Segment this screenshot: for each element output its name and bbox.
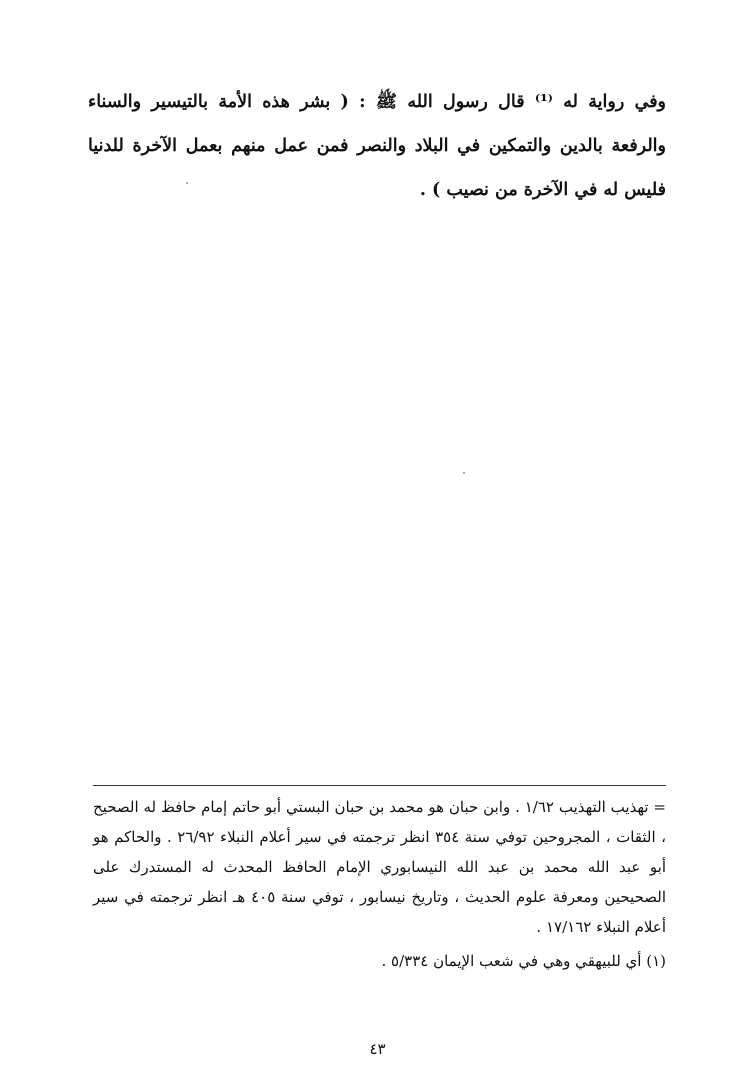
footnote-1: (١) أي للبيهقي وهي في شعب الإيمان ٥/٣٣٤ . [381,952,666,970]
page-number: ٤٣ [369,1040,386,1058]
scan-speck [463,472,465,474]
scan-speck [186,182,188,184]
footnote-continuation: = تهذيب التهذيب ١/٦٢ . وابن حبان هو محمد بن حبان البستي أبو حاتم إمام حافظ له الصحيح ، الثقات ، المجروحين توفي سنة ٣٥٤ انظر ترجمته في سير أعلام النبلاء ٢٦/٩٢ . والحاكم هو أبو عبد الله محمد بن عبد الله النيسابوري الإمام الحافظ المحدث له المستدرك على الصحيحين ومعرفة علوم الحديث ، وتاريخ نيسابور ، توفي سنة ٤٠٥ هـ انظر ترجمته في سير أعلام النبلاء ١٧/١٦٢ . [93,798,667,936]
footnotes [93,792,666,976]
main-text [88,80,666,212]
hadith-paragraph: وفي رواية له ⁽¹⁾ قال رسول الله ﷺ : ( بشر هذه الأمة بالتيسير والسناء والرفعة بالدين والتمكين في البلاد والنصر فمن عمل منهم بعمل الآخرة للدنيا فليس له في الآخرة من نصيب ) . [88,92,667,200]
footnote-divider [93,785,666,786]
